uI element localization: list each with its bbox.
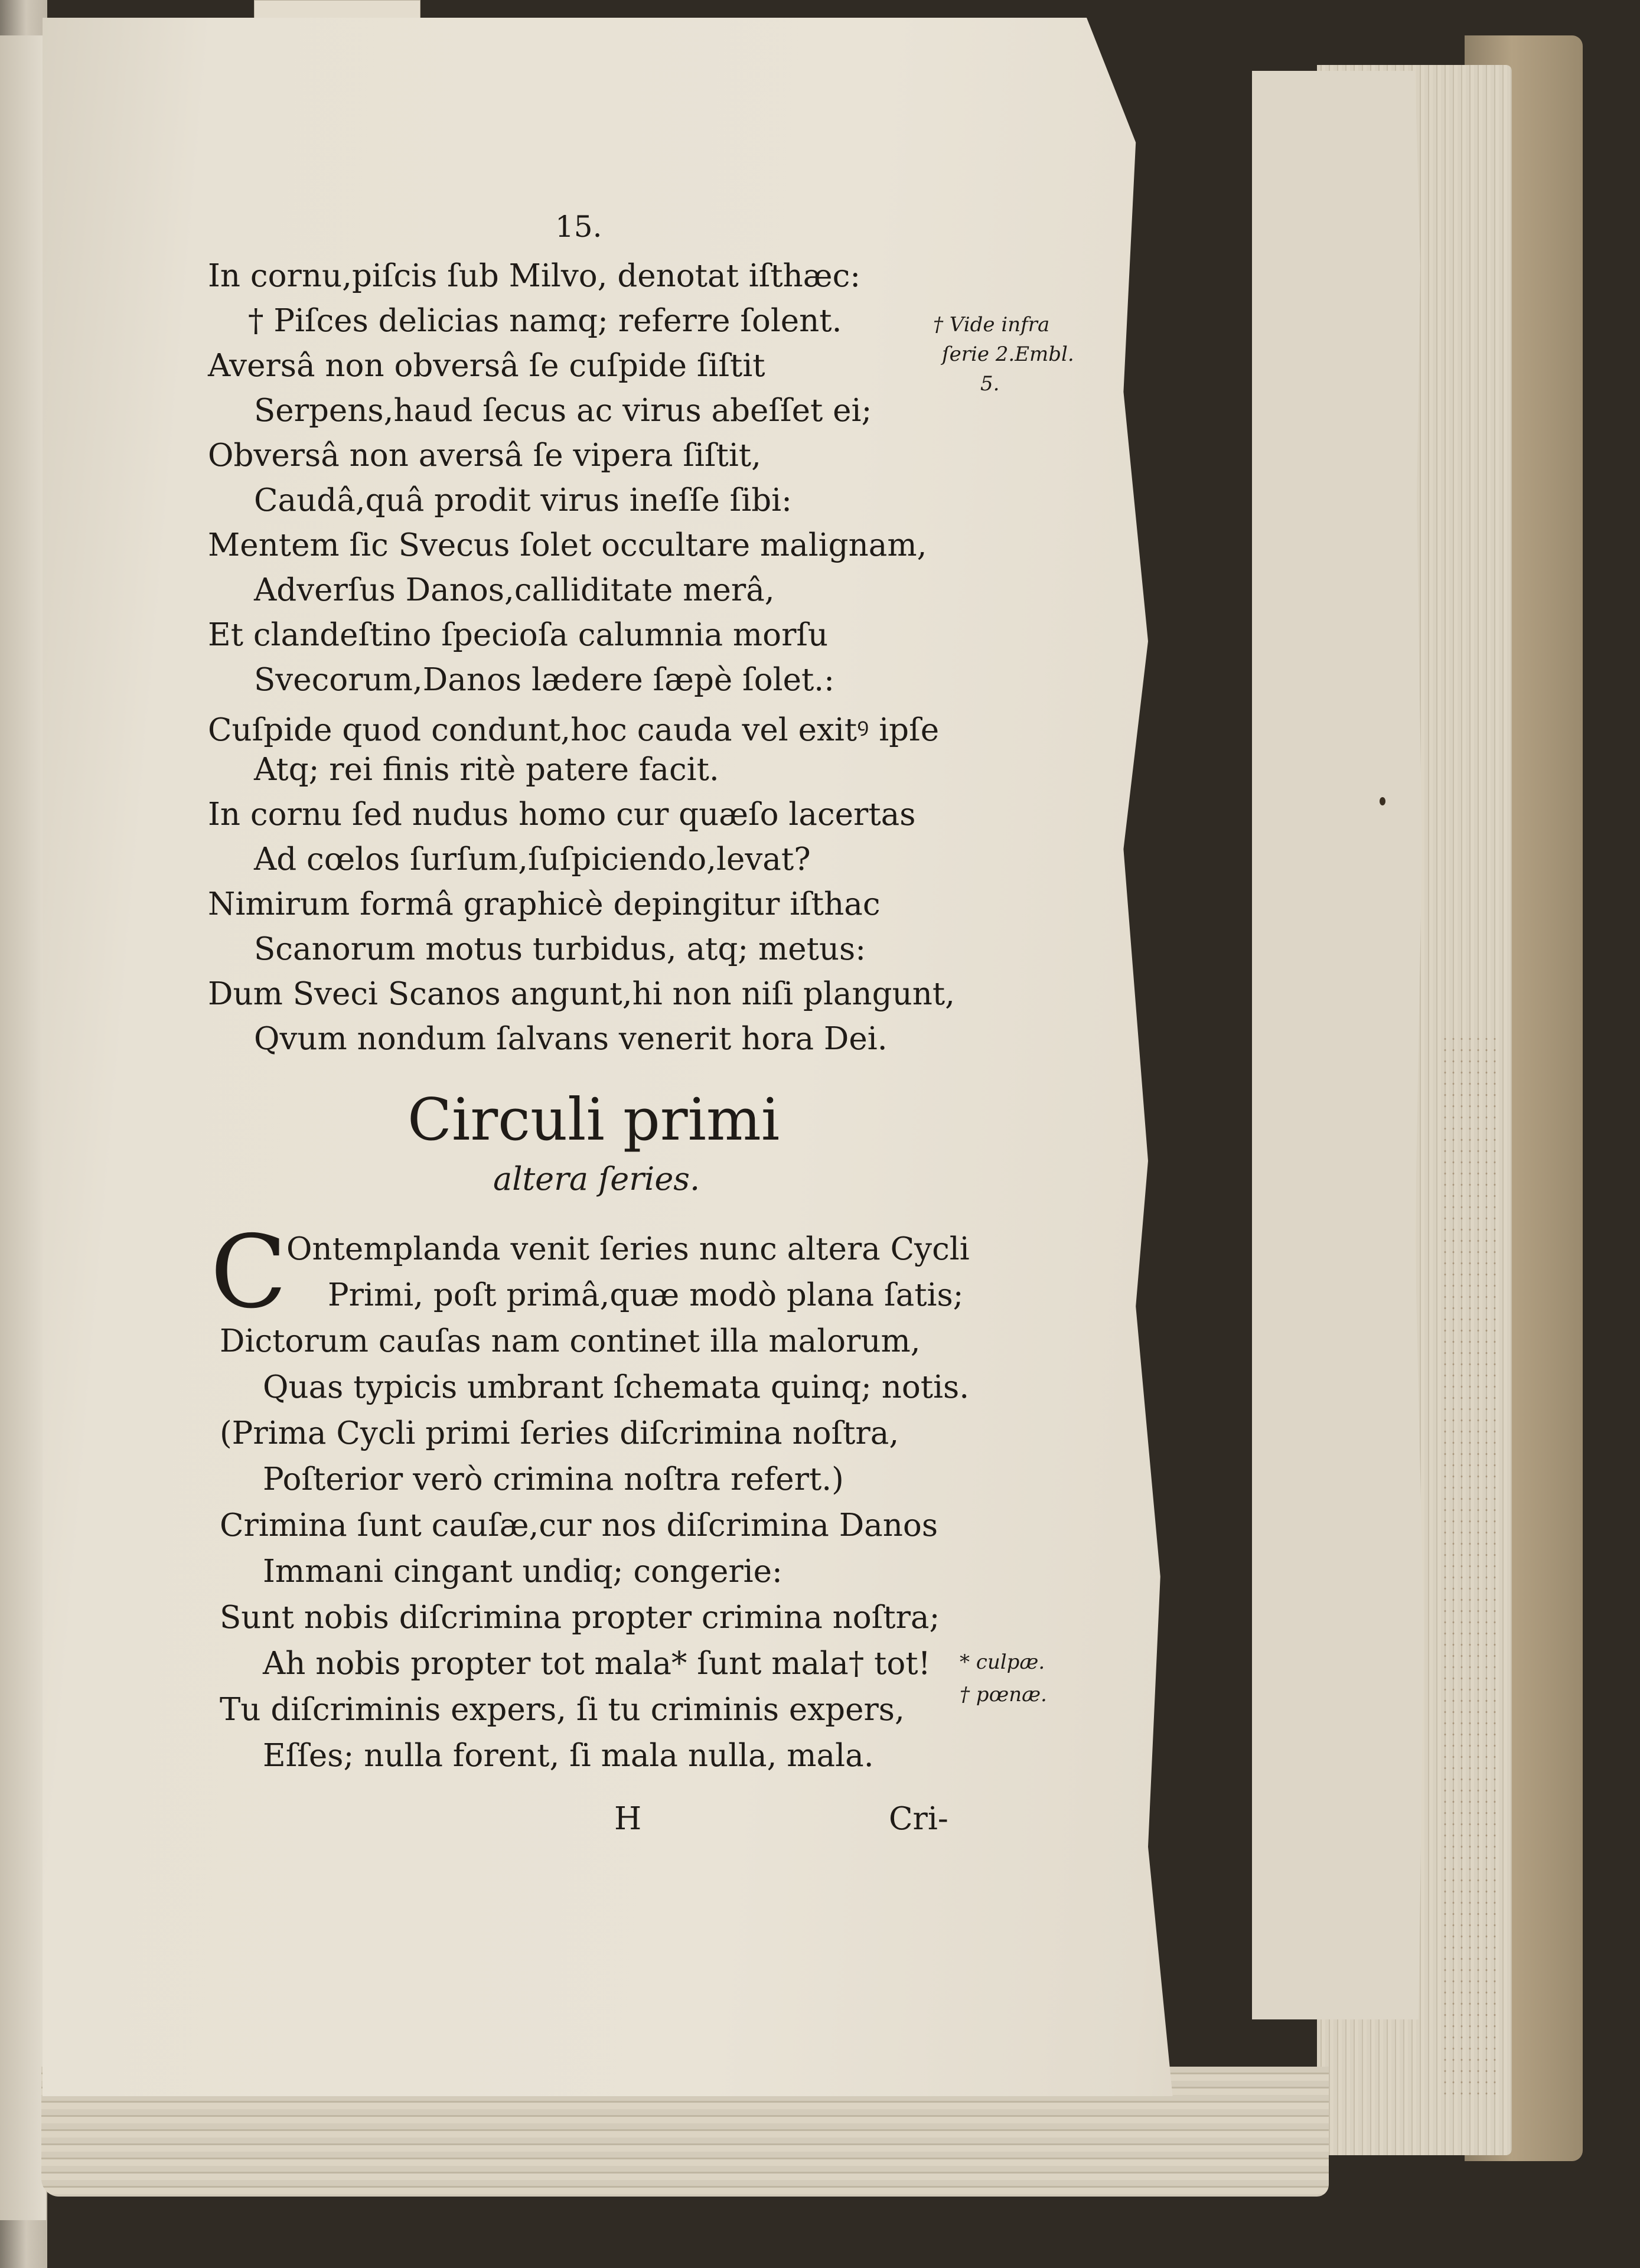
margin-note-line: † Vide infra [933, 313, 1050, 337]
verse-line: In cornu,piſcis ſub Milvo, denotat iſthæc: [208, 258, 861, 294]
verse-line: Tu diſcriminis expers, ſi tu criminis expers, [220, 1692, 905, 1728]
verse-line: Dictorum cauſas nam continet illa malorum, [220, 1323, 921, 1359]
verse-line: Aversâ non obversâ ſe cuſpide ſiſtit [208, 348, 765, 384]
drop-cap: C [210, 1214, 288, 1331]
verse-line: Sunt nobis diſcrimina propter crimina noſtra; [220, 1600, 940, 1636]
verse-line: Eſſes; nulla forent, ſi mala nulla, mala. [263, 1738, 874, 1774]
verse-line: Ah nobis propter tot mala* ſunt mala† tot! [263, 1646, 931, 1682]
verse-line: Crimina ſunt cauſæ,cur nos diſcrimina Danos [220, 1507, 938, 1543]
catchword: Cri- [889, 1801, 948, 1837]
verse-line: Immani cingant undiq; congerie: [263, 1554, 782, 1590]
verse-line: Cuſpide quod condunt,hoc cauda vel exitꝰ ipſe [208, 712, 940, 748]
verse-line: Caudâ,quâ prodit virus ineſſe ſibi: [254, 482, 792, 518]
verse-line: Mentem ſic Svecus ſolet occultare malignam, [208, 527, 927, 563]
verse-line: In cornu ſed nudus homo cur quæſo lacertas [208, 797, 916, 833]
verse-line: Qvum nondum ſalvans venerit hora Dei. [254, 1021, 888, 1057]
verse-line: Et clandeſtino ſpecioſa calumnia morſu [208, 617, 829, 653]
verse-line: Primi, poſt primâ,quæ modò plana ſatis; [328, 1277, 964, 1313]
back-leaf [1252, 71, 1429, 2019]
section-heading: Circuli primi [407, 1086, 780, 1154]
verse-line: Atq; rei finis ritè patere facit. [254, 752, 719, 788]
section-subheading: altera ſeries. [493, 1160, 700, 1197]
verse-line: Adverſus Danos,calliditate merâ, [254, 572, 775, 608]
margin-note-line: 5. [980, 372, 1000, 396]
verse-line: Poſterior verò crimina noſtra refert.) [263, 1461, 844, 1497]
verse-line: Svecorum,Danos lædere ſæpè ſolet.: [254, 662, 834, 698]
verse-line: Ad cœlos ſurſum,ſuſpiciendo,levat? [254, 841, 811, 877]
verse-line: Nimirum formâ graphicè depingitur iſthac [208, 886, 881, 922]
left-page-edge [0, 35, 46, 2220]
ink-spot [1380, 797, 1385, 805]
verse-line: Dum Sveci Scanos angunt,hi non niſi plangunt, [208, 976, 955, 1012]
verse-line: Serpens,haud ſecus ac virus abeſſet ei; [254, 393, 872, 429]
page-number: 15. [555, 210, 602, 244]
foxing-stains [1441, 1033, 1500, 2096]
verse-line: (Prima Cycli primi ſeries diſcrimina noſtra, [220, 1415, 899, 1451]
verse-line: Quas typicis umbrant ſchemata quinq; notis. [263, 1369, 970, 1405]
signature-mark: H [614, 1801, 642, 1837]
verse-line: Ontemplanda venit ſeries nunc altera Cycli [286, 1231, 970, 1267]
margin-note-line: † pœnæ. [960, 1683, 1047, 1706]
verse-line: Obversâ non aversâ ſe vipera ſiſtit, [208, 438, 761, 474]
margin-note-line: * culpæ. [960, 1650, 1045, 1674]
verse-line: † Piſces delicias namq; referre ſolent. [248, 303, 842, 339]
verse-line: Scanorum motus turbidus, atq; metus: [254, 931, 866, 967]
margin-note-line: ſerie 2.Embl. [942, 342, 1074, 366]
